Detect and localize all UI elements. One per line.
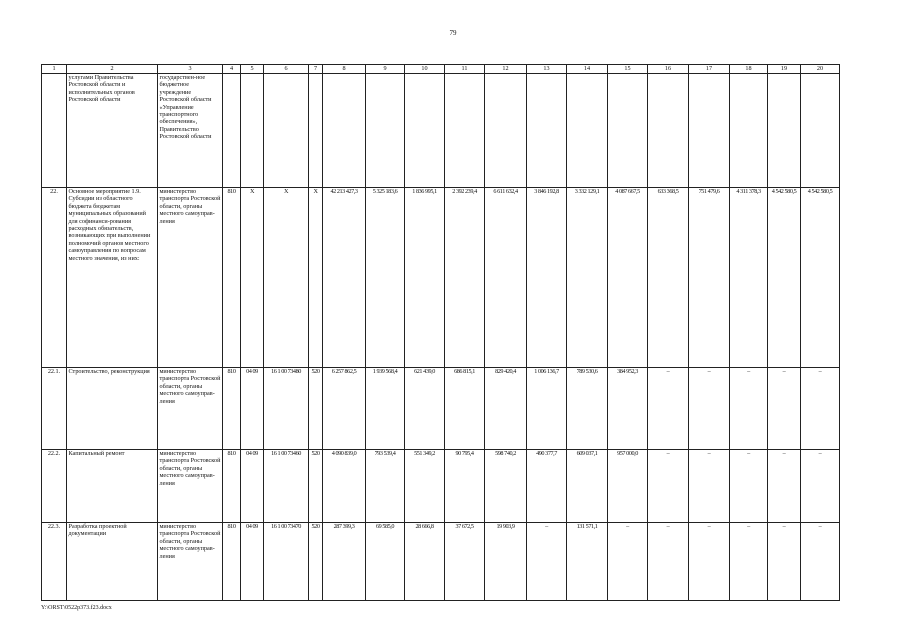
amount-cell: 287 399,3: [323, 523, 366, 601]
grbs-code: 810: [223, 523, 241, 601]
table-row: [42, 188, 840, 368]
section-code: Х: [241, 188, 264, 368]
activity-name: Строительство, реконструкция: [67, 368, 158, 450]
amount-cell: 957 000,0: [608, 450, 648, 523]
amount-cell: –: [730, 368, 768, 450]
row-number: 22.2.: [42, 450, 67, 523]
target-article-code: 16 1 00 73470: [264, 523, 309, 601]
target-article-code: [264, 74, 309, 188]
expense-type-code: [309, 74, 323, 188]
column-number: 3: [158, 65, 223, 74]
table-row: [42, 450, 840, 523]
amount-cell: 2 392 239,4: [445, 188, 485, 368]
amount-cell: 793 539,4: [366, 450, 405, 523]
amount-cell: –: [801, 450, 840, 523]
grbs-code: [223, 74, 241, 188]
column-number: 19: [768, 65, 801, 74]
executor: министерство транспорта Ростовской области, органы местного самоуправ-ления: [158, 188, 223, 368]
column-number: 14: [567, 65, 608, 74]
amount-cell: [405, 74, 445, 188]
amount-cell: 4 542 580,5: [768, 188, 801, 368]
target-article-code: 16 1 00 73460: [264, 450, 309, 523]
column-number: 7: [309, 65, 323, 74]
executor: министерство транспорта Ростовской области, органы местного самоуправ-ления: [158, 450, 223, 523]
row-number: 22.: [42, 188, 67, 368]
column-number: 15: [608, 65, 648, 74]
amount-cell: 37 672,5: [445, 523, 485, 601]
amount-cell: 633 368,5: [648, 188, 689, 368]
section-code: [241, 74, 264, 188]
column-number: 9: [366, 65, 405, 74]
amount-cell: 4 087 667,5: [608, 188, 648, 368]
grbs-code: 810: [223, 188, 241, 368]
amount-cell: [768, 74, 801, 188]
footer-file-path: Y:\ORST\0522p373.f23.docx: [41, 605, 112, 611]
activity-name: Основное мероприятие 1.9. Субсидии из областного бюджета бюджетам муниципальных образований для софинанси-рования расходных обязательств, возникающих при выполнении полномочий органов местного самоуправления по вопросам местного значения, из них:: [67, 188, 158, 368]
amount-cell: –: [801, 368, 840, 450]
amount-cell: 490 377,7: [527, 450, 567, 523]
executor: государствен-ное бюджетное учреждение Ростовской области «Управление транспортного обеспечения», Правительство Ростовской области: [158, 74, 223, 188]
column-number: 1: [42, 65, 67, 74]
amount-cell: 6 611 632,4: [485, 188, 527, 368]
page-number: 79: [449, 29, 457, 37]
column-number: 6: [264, 65, 309, 74]
amount-cell: 1 006 136,7: [527, 368, 567, 450]
amount-cell: 28 666,8: [405, 523, 445, 601]
row-number: [42, 74, 67, 188]
amount-cell: –: [689, 450, 730, 523]
column-number: 2: [67, 65, 158, 74]
expense-type-code: 520: [309, 450, 323, 523]
section-code: 04 09: [241, 450, 264, 523]
column-number: 10: [405, 65, 445, 74]
section-code: 04 09: [241, 523, 264, 601]
amount-cell: –: [648, 450, 689, 523]
amount-cell: 1 939 568,4: [366, 368, 405, 450]
amount-cell: –: [648, 523, 689, 601]
amount-cell: 42 213 427,3: [323, 188, 366, 368]
activity-name: Разработка проектной документации: [67, 523, 158, 601]
amount-cell: 4 090 839,0: [323, 450, 366, 523]
amount-cell: [527, 74, 567, 188]
amount-cell: 789 530,6: [567, 368, 608, 450]
amount-cell: –: [768, 523, 801, 601]
table-row: [42, 74, 840, 188]
amount-cell: 131 571,1: [567, 523, 608, 601]
amount-cell: [485, 74, 527, 188]
column-number: 13: [527, 65, 567, 74]
section-code: 04 09: [241, 368, 264, 450]
amount-cell: –: [689, 368, 730, 450]
budget-table: [41, 64, 840, 601]
amount-cell: 551 349,2: [405, 450, 445, 523]
column-number: 11: [445, 65, 485, 74]
amount-cell: 90 795,4: [445, 450, 485, 523]
amount-cell: 69 585,0: [366, 523, 405, 601]
amount-cell: [323, 74, 366, 188]
amount-cell: 4 311 378,3: [730, 188, 768, 368]
column-number: 5: [241, 65, 264, 74]
amount-cell: 19 903,9: [485, 523, 527, 601]
amount-cell: [608, 74, 648, 188]
amount-cell: [648, 74, 689, 188]
column-number: 20: [801, 65, 840, 74]
amount-cell: –: [768, 450, 801, 523]
expense-type-code: Х: [309, 188, 323, 368]
amount-cell: 1 836 995,1: [405, 188, 445, 368]
activity-name: услугами Правительства Ростовской области и исполнительных органов Ростовской области: [67, 74, 158, 188]
amount-cell: [689, 74, 730, 188]
amount-cell: 598 740,2: [485, 450, 527, 523]
amount-cell: 4 542 580,5: [801, 188, 840, 368]
executor: министерство транспорта Ростовской области, органы местного самоуправ-ления: [158, 368, 223, 450]
amount-cell: –: [768, 368, 801, 450]
activity-name: Капитальный ремонт: [67, 450, 158, 523]
column-number: 17: [689, 65, 730, 74]
column-number: 18: [730, 65, 768, 74]
amount-cell: 686 815,1: [445, 368, 485, 450]
executor: министерство транспорта Ростовской области, органы местного самоуправ-ления: [158, 523, 223, 601]
grbs-code: 810: [223, 368, 241, 450]
amount-cell: –: [730, 450, 768, 523]
amount-cell: 384 952,3: [608, 368, 648, 450]
amount-cell: –: [801, 523, 840, 601]
amount-cell: 829 420,4: [485, 368, 527, 450]
row-number: 22.3.: [42, 523, 67, 601]
amount-cell: 3 846 192,8: [527, 188, 567, 368]
target-article-code: 16 1 00 73480: [264, 368, 309, 450]
amount-cell: –: [730, 523, 768, 601]
row-number: 22.1.: [42, 368, 67, 450]
amount-cell: 609 037,1: [567, 450, 608, 523]
column-number: 4: [223, 65, 241, 74]
amount-cell: [445, 74, 485, 188]
column-number: 8: [323, 65, 366, 74]
amount-cell: –: [608, 523, 648, 601]
amount-cell: [366, 74, 405, 188]
amount-cell: –: [527, 523, 567, 601]
table-row: [42, 368, 840, 450]
amount-cell: 751 479,6: [689, 188, 730, 368]
amount-cell: 5 325 183,6: [366, 188, 405, 368]
target-article-code: Х: [264, 188, 309, 368]
amount-cell: 621 439,0: [405, 368, 445, 450]
amount-cell: –: [648, 368, 689, 450]
column-number: 12: [485, 65, 527, 74]
column-number-row: [42, 65, 840, 74]
expense-type-code: 520: [309, 523, 323, 601]
expense-type-code: 520: [309, 368, 323, 450]
amount-cell: [567, 74, 608, 188]
amount-cell: [730, 74, 768, 188]
grbs-code: 810: [223, 450, 241, 523]
amount-cell: –: [689, 523, 730, 601]
table-row: [42, 523, 840, 601]
amount-cell: [801, 74, 840, 188]
amount-cell: 3 332 129,1: [567, 188, 608, 368]
column-number: 16: [648, 65, 689, 74]
amount-cell: 6 257 862,5: [323, 368, 366, 450]
